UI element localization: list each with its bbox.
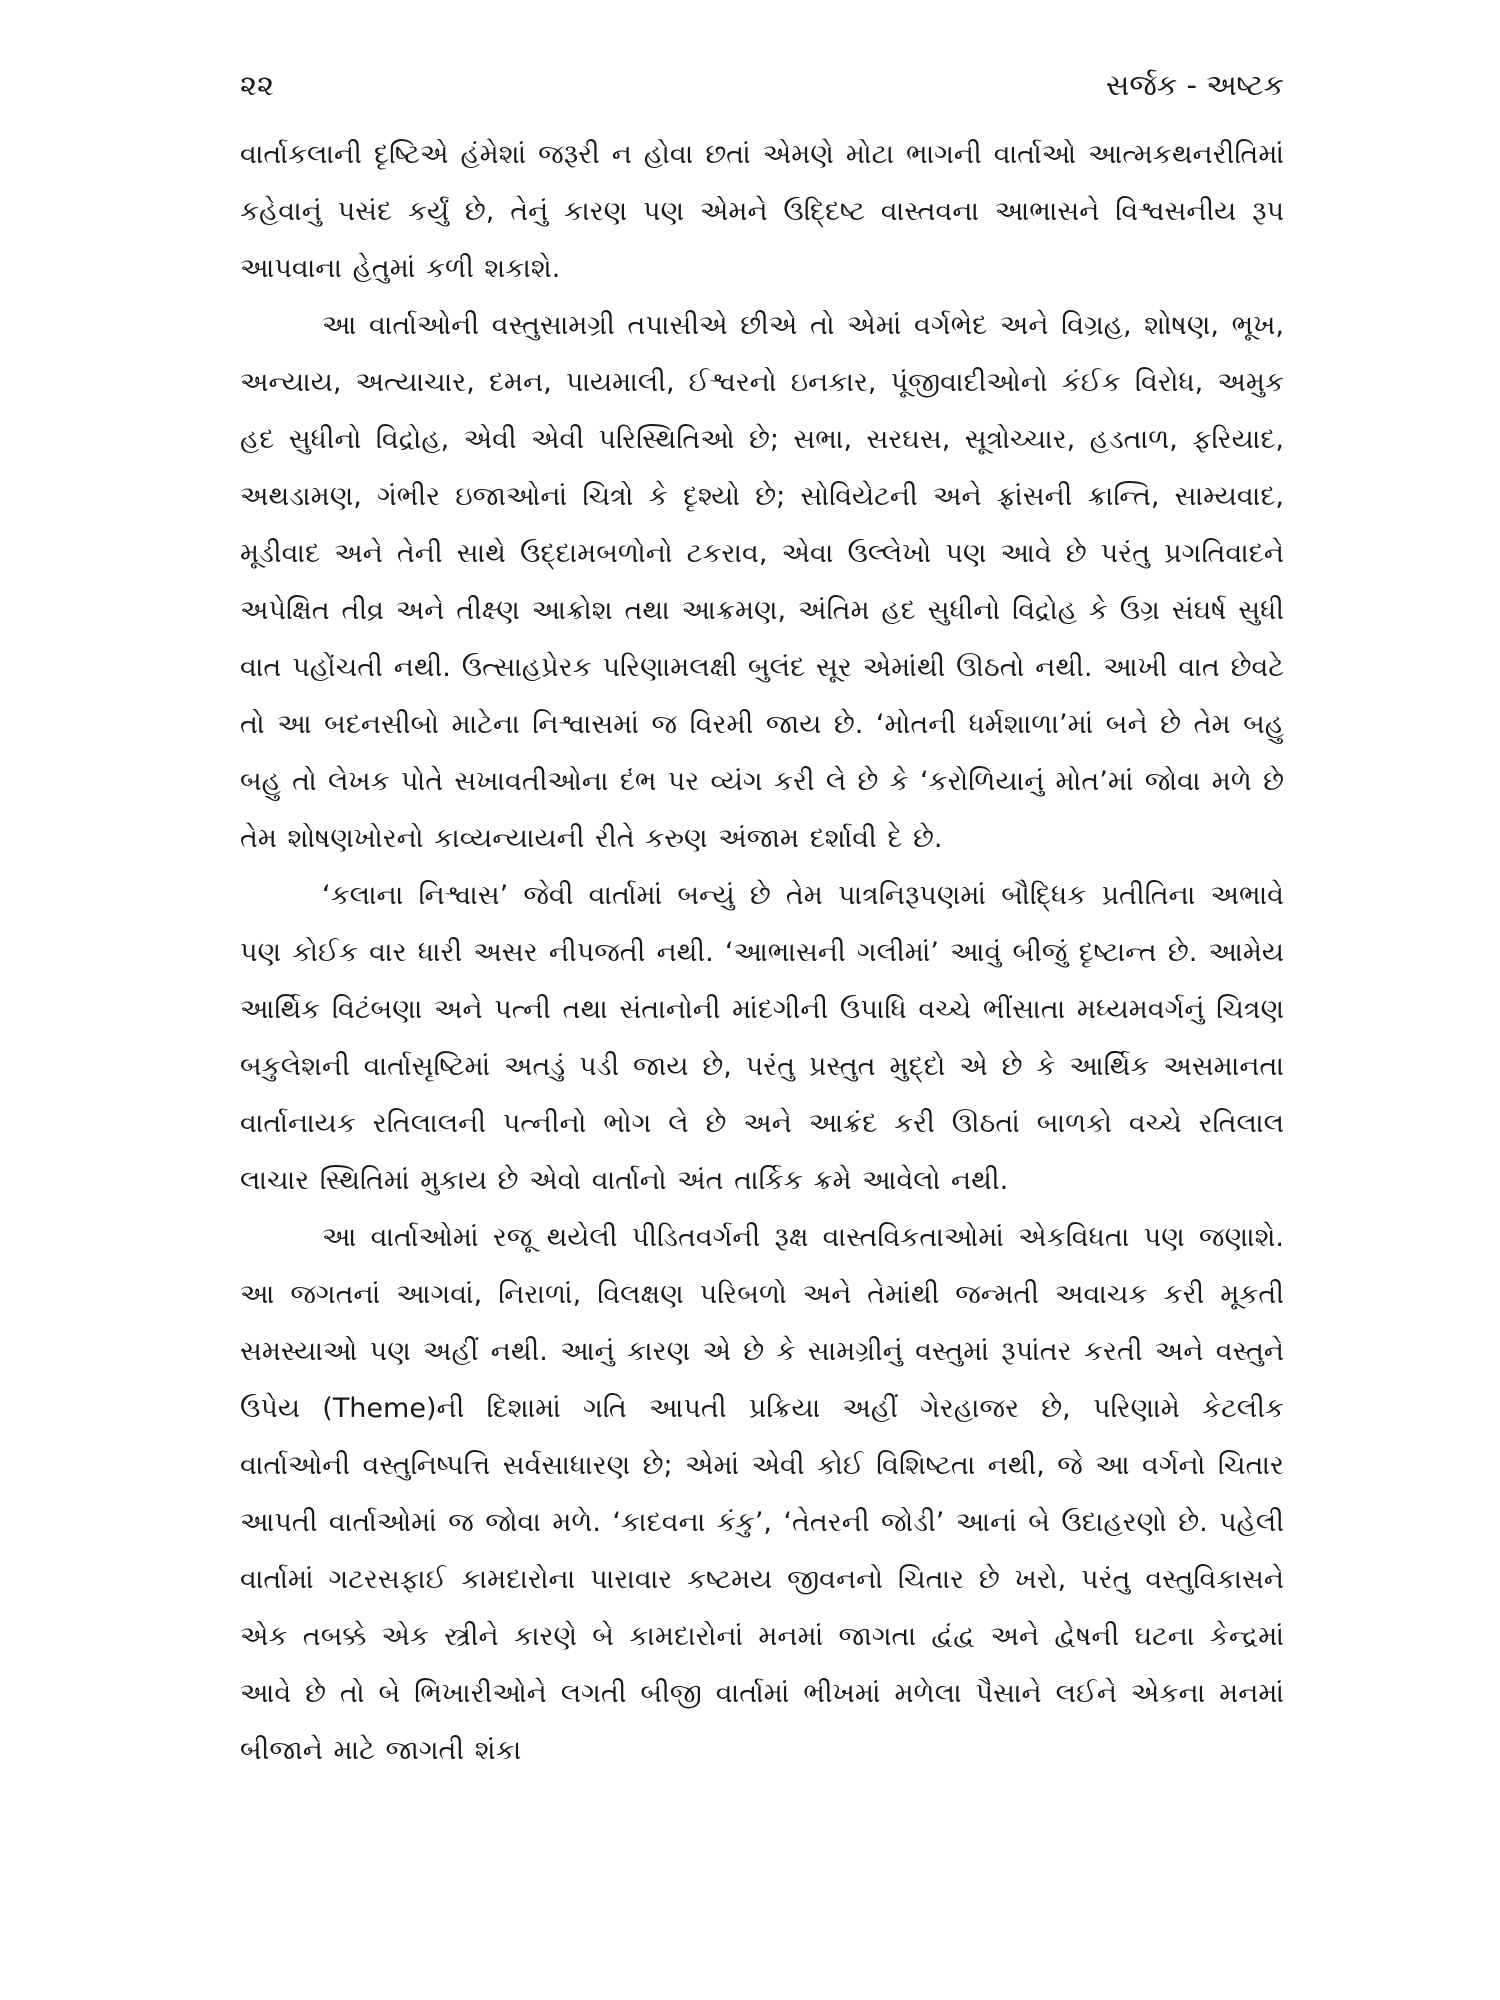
- paragraph-4: આ વાર્તાઓમાં રજૂ થયેલી પીડિતવર્ગની રૂક્ષ વાસ્તવિકતાઓમાં એકવિધતા પણ જણાશે. આ જગતનાં આગવાં, નિરાળાં, વિલક્ષણ પરિબળો અને તેમાંથી જન્મતી અવાચક કરી મૂકતી સમસ્યાઓ પણ અહીં નથી. આનું કારણ એ છે કે સામગ્રીનું વસ્તુમાં રૂપાંતર કરતી અને વસ્તુને ઉપેય (Theme)ની દિશામાં ગતિ આપતી પ્રક્રિયા અહીં ગેરહાજર છે, પરિણામે કેટલીક વાર્તાઓની વસ્તુનિષ્પત્તિ સર્વસાધારણ છે; એમાં એવી કોઈ વિશિષ્ટતા નથી, જે આ વર્ગનો ચિતાર આપતી વાર્તાઓમાં જ જોવા મળે. ‘કાદવના કંકુ’, ‘તેતરની જોડી’ આનાં બે ઉદાહરણો છે. પહેલી વાર્તામાં ગટરસફાઈ કામદારોના પારાવાર કષ્ટમય જીવનનો ચિતાર છે ખરો, પરંતુ વસ્તુવિકાસને એક તબક્કે એક સ્ત્રીને કારણે બે કામદારોનાં મનમાં જાગતા દ્વંદ્વ અને દ્વેષની ઘટના કેન્દ્રમાં આવે છે તો બે ભિખારીઓને લગતી બીજી વાર્તામાં ભીખમાં મળેલા પૈસાને લઈને એકના મનમાં બીજાને માટે જાગતી શંકા: [240, 1222, 1284, 1766]
- running-title: સર્જક - અષ્ટક: [1105, 68, 1284, 102]
- paragraph-1: વાર્તાકલાની દૃષ્ટિએ હંમેશાં જરૂરી ન હોવા છતાં એમણે મોટા ભાગની વાર્તાઓ આત્મકથનરીતિમાં કહેવાનું પસંદ કર્યું છે, તેનું કારણ પણ એમને ઉદ્દિષ્ટ વાસ્તવના આભાસને વિશ્વસનીય રૂપ આપવાના હેતુમાં કળી શકાશે.: [240, 139, 1284, 284]
- running-head: [240, 68, 1284, 118]
- body-text: [240, 126, 1284, 1779]
- paragraph-2: આ વાર્તાઓની વસ્તુસામગ્રી તપાસીએ છીએ તો એમાં વર્ગભેદ અને વિગ્રહ, શોષણ, ભૂખ, અન્યાય, અત્યાચાર, દમન, પાયમાલી, ઈશ્વરનો ઇનકાર, પૂંજીવાદીઓનો કંઈક વિરોધ, અમુક હદ સુધીનો વિદ્રોહ, એવી એવી પરિસ્થિતિઓ છે; સભા, સરઘસ, સૂત્રોચ્ચાર, હડતાળ, ફરિયાદ, અથડામણ, ગંભીર ઇજાઓનાં ચિત્રો કે દૃશ્યો છે; સોવિયેટની અને ફ્રાંસની ક્રાન્તિ, સામ્યવાદ, મૂડીવાદ અને તેની સાથે ઉદ્દામબળોનો ટકરાવ, એવા ઉલ્લેખો પણ આવે છે પરંતુ પ્રગતિવાદને અપેક્ષિત તીવ્ર અને તીક્ષ્ણ આક્રોશ તથા આક્રમણ, અંતિમ હદ સુધીનો વિદ્રોહ કે ઉગ્ર સંઘર્ષ સુધી વાત પહોંચતી નથી. ઉત્સાહપ્રેરક પરિણામલક્ષી બુલંદ સૂર એમાંથી ઊઠતો નથી. આખી વાત છેવટે તો આ બદનસીબો માટેના નિશ્વાસમાં જ વિરમી જાય છે. ‘મોતની ધર્મશાળા’માં બને છે તેમ બહુ બહુ તો લેખક પોતે સખાવતીઓના દંભ પર વ્યંગ કરી લે છે કે ‘કરોળિયાનું મોત’માં જોવા મળે છે તેમ શોષણખોરનો કાવ્યન્યાયની રીતે કરુણ અંજામ દર્શાવી દે છે.: [240, 310, 1284, 854]
- paragraph-3: ‘કલાના નિશ્વાસ’ જેવી વાર્તામાં બન્યું છે તેમ પાત્રનિરૂપણમાં બૌદ્ધિક પ્રતીતિના અભાવે પણ કોઈક વાર ધારી અસર નીપજતી નથી. ‘આભાસની ગલીમાં’ આવું બીજું દૃષ્ટાન્ત છે. આમેય આર્થિક વિટંબણા અને પત્ની તથા સંતાનોની માંદગીની ઉપાધિ વચ્ચે ભીંસાતા મધ્યમવર્ગનું ચિત્રણ બકુલેશની વાર્તાસૃષ્ટિમાં અતડું પડી જાય છે, પરંતુ પ્રસ્તુત મુદ્દો એ છે કે આર્થિક અસમાનતા વાર્તાનાયક રતિલાલની પત્નીનો ભોગ લે છે અને આક્રંદ કરી ઊઠતાં બાળકો વચ્ચે રતિલાલ લાચાર સ્થિતિમાં મુકાય છે એવો વાર્તાનો અંત તાર્કિક ક્રમે આવેલો નથી.: [240, 880, 1284, 1196]
- page-number: ૨૨: [240, 68, 275, 102]
